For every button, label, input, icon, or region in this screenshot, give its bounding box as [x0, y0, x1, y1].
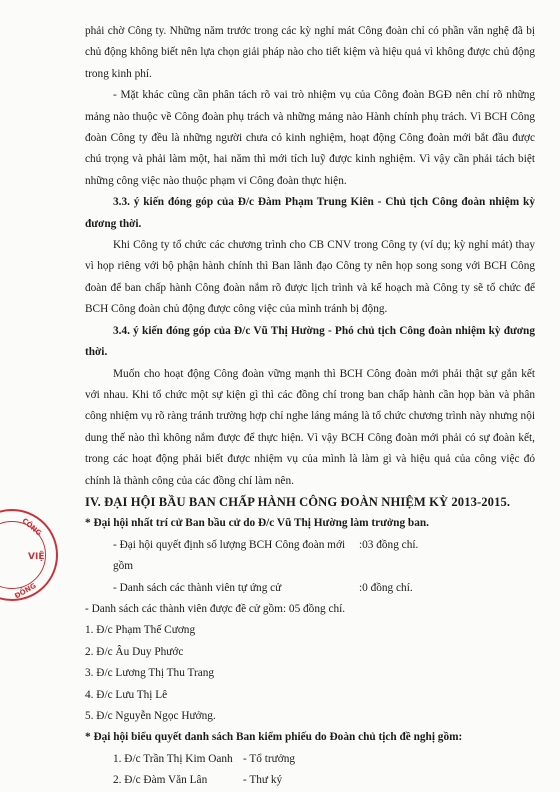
heading-3-3: 3.3. ý kiến đóng góp của Đ/c Đàm Phạm Trung Kiên - Chủ tịch Công đoàn nhiệm kỳ đương thời.: [85, 196, 535, 230]
counter-role: - Thư ký: [243, 774, 283, 787]
document-body: [85, 21, 535, 792]
self-nominated-value: :0 đồng chí.: [359, 581, 413, 594]
paragraph-3-4: Muốn cho hoạt động Công đoàn vững mạnh thì BCH Công đoàn mới phải thật sự gắn kết với nhau. Khi tổ chức một sự kiện gì thì các đồng chí trong ban chấp hành cần họp bàn và phân công nhiệm vụ rõ ràng tránh trường hợp chỉ nghe láng máng là tổ chức chương trình này nhưng nội dung thế nào thì không nắm được để thực hiện. Vì vậy BCH Công đoàn mới phải có sự đoàn kết, trong các hoạt động phải biết được nhiệm vụ của mình là làm gì và hiệu quả của công việc đó chính là thành công của các đồng chí làm nên.: [85, 367, 535, 487]
counter-name: 2. Đ/c Đàm Văn Lân: [113, 774, 208, 787]
candidate-item: 5. Đ/c Nguyễn Ngọc Hưởng.: [85, 710, 216, 722]
self-nominated-row: [113, 578, 535, 599]
bch-count-row: [113, 535, 535, 578]
bch-count-label: - Đại hội quyết định số lượng BCH Công đoàn mới gồm: [113, 538, 346, 573]
red-seal-stamp: [0, 509, 58, 601]
section-4-title: IV. ĐẠI HỘI BẦU BAN CHẤP HÀNH CÔNG ĐOÀN NHIỆM KỲ 2013-2015.: [85, 494, 511, 509]
counter-role: - Tổ trưởng: [243, 752, 296, 765]
bch-count-value: :03 đồng chí.: [359, 538, 419, 551]
counter-row: [113, 749, 535, 770]
counter-name: 1. Đ/c Trần Thị Kim Oanh: [113, 752, 233, 765]
candidate-item: 1. Đ/c Phạm Thế Cương: [85, 624, 196, 637]
seal-text-top: CÔNG: [20, 516, 43, 538]
paragraph-continued: phải chờ Công ty. Những năm trước trong các kỳ nghỉ mát Công đoàn chỉ có phần văn nghệ đã bị chủ động không biết nên lựa chọn giải pháp nào cho tiết kiệm và hiệu quả vì không được chủ động trong kinh phí.: [85, 25, 535, 80]
self-nominated-label: - Danh sách các thành viên tự ứng cử: [113, 581, 282, 594]
candidate-item: 2. Đ/c Âu Duy Phước: [85, 645, 184, 658]
paragraph-role-separation: - Mặt khác cũng cần phân tách rõ vai trò nhiệm vụ của Công đoàn BGĐ nên chỉ rõ những mảng nào thuộc về Công đoàn phụ trách và những mảng nào Hành chính phụ trách. Vì BCH Công đoàn Công ty đều là những người chưa có kinh nghiệm, hoạt động Công đoàn mới bắt đầu được chú trọng và phải làm một, hai năm thì mới tích luỹ được kinh nghiệm. Vì vậy cần phải tách biệt những công việc nào thuộc phạm vi Công đoàn thực hiện.: [85, 89, 535, 187]
heading-3-4: 3.4. ý kiến đóng góp của Đ/c Vũ Thị Hường - Phó chủ tịch Công đoàn nhiệm kỳ đương thời.: [85, 324, 535, 359]
counter-row: [113, 770, 535, 791]
paragraph-3-3: Khi Công ty tổ chức các chương trình cho CB CNV trong Công ty (ví dụ; kỳ nghỉ mát) thay vì họp riêng với bộ phận hành chính thì Ban lãnh đạo Công ty nên họp song song với BCH Công đoàn để ban chấp hành Công đoàn nắm rõ được lịch trình và kế hoạch mà Công ty sẽ tổ chức để BCH Công đoàn chủ động được công việc của mình tránh bị động.: [85, 239, 535, 316]
election-board-line: * Đại hội nhất trí cử Ban bầu cử do Đ/c Vũ Thị Hường làm trưởng ban.: [85, 517, 429, 530]
candidate-item: 3. Đ/c Lương Thị Thu Trang: [85, 667, 215, 680]
seal-text-bottom: ĐỒNG: [13, 581, 38, 601]
candidate-item: 4. Đ/c Lưu Thị Lê: [85, 688, 168, 701]
seal-text-middle: VIỆ: [28, 552, 45, 562]
nominated-list-intro: - Danh sách các thành viên được đề cử gồm: 05 đồng chí.: [85, 602, 346, 615]
vote-counting-board-line: * Đại hội biểu quyết danh sách Ban kiểm phiếu do Đoàn chủ tịch đề nghị gồm:: [85, 731, 463, 744]
